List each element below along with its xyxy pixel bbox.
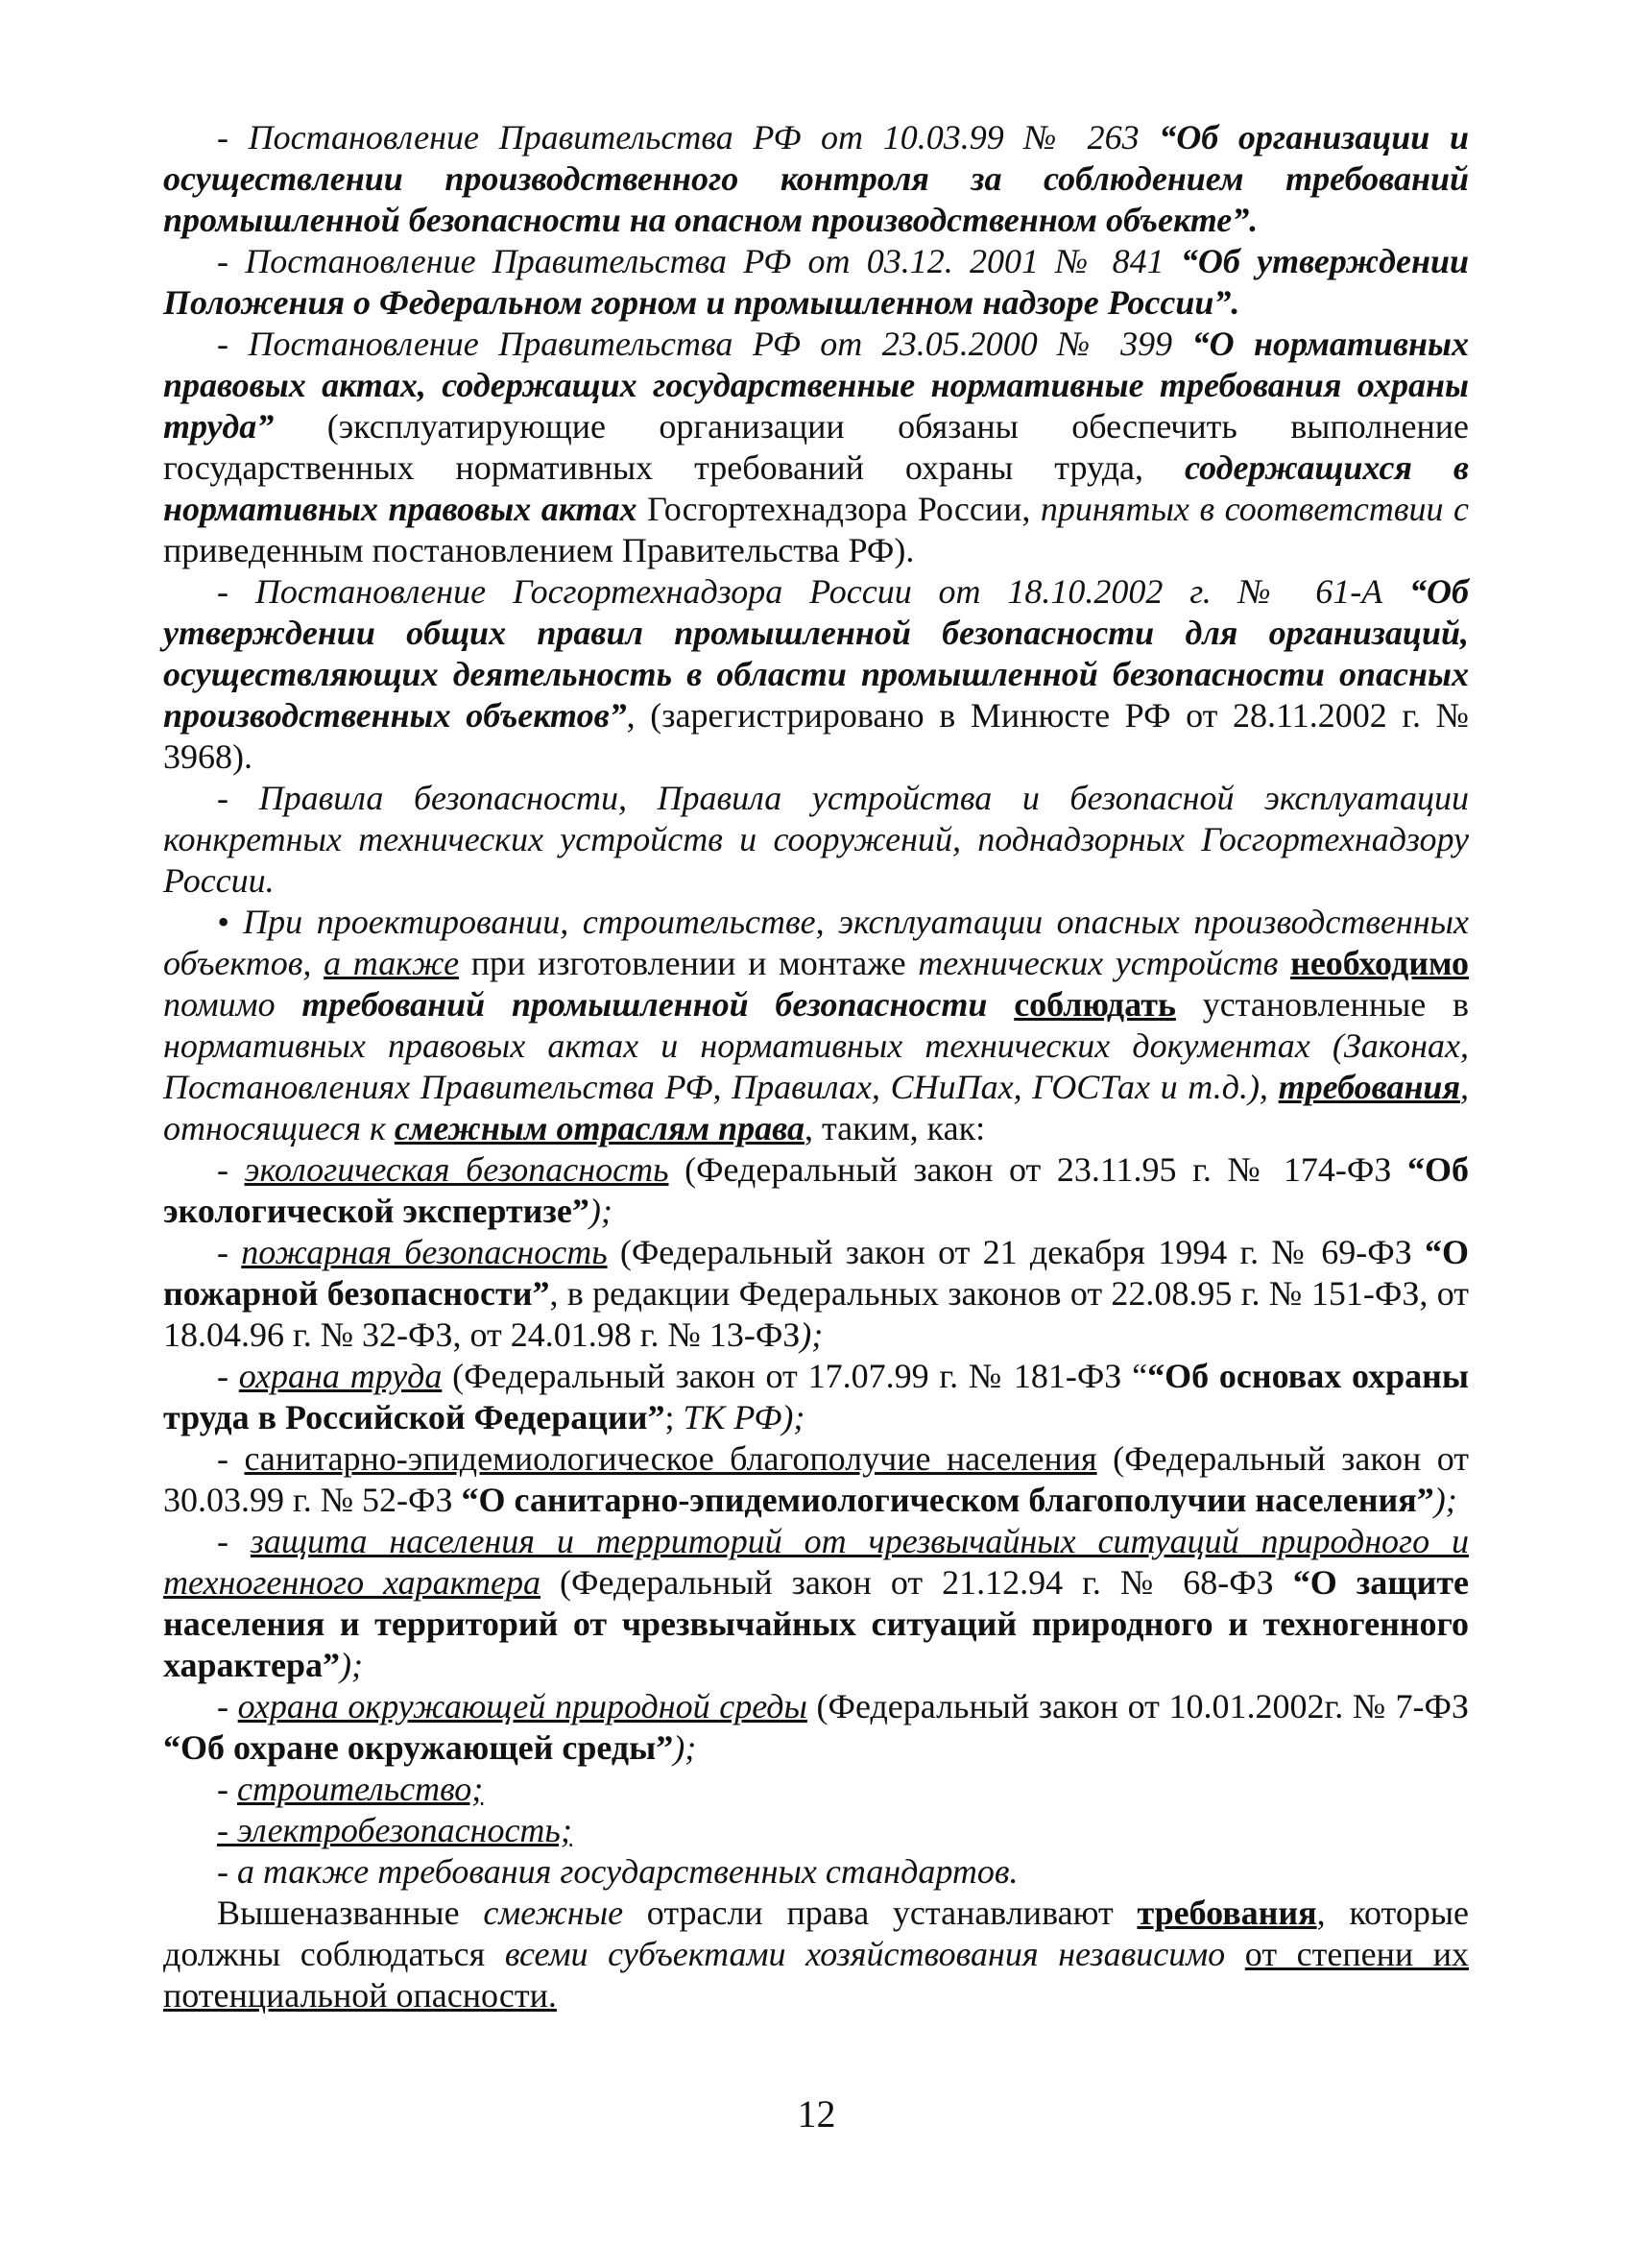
text-run: соблюдать	[1014, 985, 1176, 1024]
text-run: требования	[1278, 1068, 1460, 1106]
text-run: пожарная безопасность	[241, 1233, 608, 1271]
paragraph: - охрана окружающей природной среды (Федеральный закон от 10.01.2002г. № 7-ФЗ “Об охране окружающей среды”);	[163, 1687, 1470, 1767]
text-run: содержащихся в нормативных правовых актах	[163, 448, 1469, 528]
text-run: приведенным постановлением Правительства РФ).	[163, 531, 915, 569]
text-run: - Правила безопасности, Правила устройства и безопасной эксплуатации конкретных технических устройств и сооружений, поднадзорных Госгортехнадзору России.	[163, 779, 1469, 900]
text-run: - а также требования государственных стандартов.	[217, 1852, 1019, 1891]
text-run: (Федеральный закон от 21 декабря 1994 г. № 69-ФЗ	[619, 1233, 1425, 1271]
text-run: а также	[324, 944, 460, 982]
text-run: санитарно-эпидемиологическое благополучие населения	[244, 1439, 1097, 1478]
text-run: (Федеральный закон от 23.11.95 г. № 174-ФЗ	[684, 1150, 1407, 1189]
paragraph: - охрана труда (Федеральный закон от 17.07.99 г. № 181-ФЗ ““Об основах охраны труда в Российской Федерации”; ТК РФ);	[163, 1357, 1469, 1436]
text-run: • При проектировании, строительстве, эксплуатации опасных производственных объектов,	[163, 903, 1469, 982]
text-run: электробезопасность;	[237, 1811, 572, 1849]
text-run: необходимо	[1290, 944, 1470, 982]
document-body	[163, 117, 1469, 2016]
paragraph: - экологическая безопасность (Федеральный закон от 23.11.95 г. № 174-ФЗ “Об экологической экспертизе”);	[163, 1150, 1469, 1230]
paragraph	[163, 241, 1469, 324]
text-run: “Об утверждении общих правил промышленной безопасности для организаций, осуществляющих деятельность в области промышленной безопасности опасных производственных объектов”	[163, 572, 1469, 735]
page-number: 12	[797, 2092, 836, 2135]
text-run: требования	[1137, 1894, 1317, 1932]
paragraph	[163, 324, 1469, 571]
text-run: всеми субъектами хозяйствования независимо	[504, 1935, 1226, 1973]
text-run: ;	[664, 1398, 684, 1436]
text-run: охрана труда	[238, 1357, 443, 1395]
text-run: “Об организации и осуществлении производственного контроля за соблюдением требований промышленной безопасности на опасном производственном объекте”.	[163, 118, 1470, 239]
paragraph	[163, 778, 1469, 902]
text-run: “О санитарно-эпидемиологическом благополучии населения”	[461, 1481, 1434, 1519]
text-run: “О защите населения и территорий от чрезвычайных ситуаций природного и техногенного характера”	[163, 1563, 1470, 1684]
text-run: “О нормативных правовых актах, содержащих государственные нормативные требования охраны труда”	[163, 325, 1469, 446]
paragraph: - строительство;	[217, 1770, 484, 1808]
text-run: охрана окружающей природной среды	[237, 1687, 807, 1725]
text-run: , относящиеся к	[163, 1068, 1469, 1147]
text-run: защита населения и территорий от чрезвычайных ситуаций природного и техногенного характера	[163, 1522, 1469, 1602]
text-run: (Федеральный закон от 10.01.2002г. № 7-ФЗ	[816, 1687, 1470, 1725]
paragraph	[163, 902, 1469, 1149]
text-run: Госгортехнадзора России,	[636, 490, 1041, 528]
text-run: технических устройств	[918, 944, 1279, 982]
text-run: при изготовлении и монтаже	[459, 944, 919, 982]
text-run: помимо	[163, 985, 302, 1024]
paragraph: - санитарно-эпидемиологическое благополучие населения (Федеральный закон от 30.03.99 г. № 52-ФЗ “О санитарно-эпидемиологическом благополучии населения”);	[163, 1439, 1470, 1519]
paragraph	[163, 117, 1469, 241]
text-run: - Постановление Правительства РФ от 03.12. 2001 № 841	[217, 242, 1181, 280]
text-run: );	[673, 1728, 697, 1767]
text-run: смежным отраслям права	[394, 1109, 804, 1147]
text-run: - Постановление Правительства РФ от 10.03.99 № 263	[217, 118, 1160, 157]
paragraph	[163, 1893, 1469, 2016]
paragraph: - пожарная безопасность (Федеральный закон от 21 декабря 1994 г. № 69-ФЗ “О пожарной безопасности”, в редакции Федеральных законов от 22.08.95 г. № 151-ФЗ, от 18.04.96 г. № 32-ФЗ, от 24.01.98 г. № 13-ФЗ);	[163, 1233, 1470, 1354]
text-run: “Об утверждении Положения о Федеральном горном и промышленном надзоре России”.	[163, 242, 1469, 322]
text-run: установленные в	[1175, 985, 1469, 1024]
text-run: нормативных правовых актах и нормативных технических документах (Законах, Постановлениях Правительства РФ, Правилах, СНиПах, ГОСТах и т.д.),	[163, 1026, 1469, 1106]
text-run: , в редакции Федеральных законов от 22.08.95 г. № 151-ФЗ, от 18.04.96 г. № 32-ФЗ, от 24.01.98 г. № 13-ФЗ	[163, 1274, 1469, 1354]
text-run: - Постановление Правительства РФ от 23.05.2000 № 399	[217, 325, 1192, 363]
paragraph: - защита населения и территорий от чрезвычайных ситуаций природного и техногенного характера (Федеральный закон от 21.12.94 г. № 68-ФЗ “О защите населения и территорий от чрезвычайных ситуаций природного и техногенного характера”);	[163, 1522, 1470, 1684]
text-run: Вышеназванные	[217, 1894, 484, 1932]
text-run: “Об экологической экспертизе”	[163, 1150, 1469, 1230]
text-run: (Федеральный закон от 17.07.99 г. № 181-ФЗ “	[452, 1357, 1148, 1395]
text-run: требований промышленной безопасности	[301, 985, 988, 1024]
text-run: (эксплуатирующие организации обязаны обеспечить выполнение государственных нормативных требований охраны труда,	[163, 407, 1469, 487]
text-run: отрасли права устанавливают	[623, 1894, 1138, 1932]
text-run: “Об основах охраны труда в Российской Федерации”	[163, 1357, 1469, 1436]
text-run: строительство;	[237, 1770, 484, 1808]
text-run: смежные	[483, 1894, 624, 1932]
text-run: “О пожарной безопасности”	[163, 1233, 1470, 1313]
text-run: );	[800, 1315, 824, 1354]
text-run: );	[588, 1192, 612, 1230]
paragraph	[163, 1851, 1469, 1893]
text-run: );	[1433, 1481, 1457, 1519]
text-run: (Федеральный закон от 21.12.94 г. № 68-ФЗ	[560, 1563, 1293, 1602]
text-run: от степени их потенциальной опасности.	[163, 1935, 1469, 2015]
text-run: , (зарегистрировано в Минюсте РФ от 28.11.2002 г. № 3968).	[163, 696, 1469, 776]
text-run: , таким, как:	[804, 1109, 986, 1147]
text-run: экологическая безопасность	[244, 1150, 669, 1189]
text-run: ТК РФ);	[683, 1398, 805, 1436]
text-run: );	[339, 1646, 363, 1684]
text-run: принятых в соответствии с	[1040, 490, 1470, 528]
text-run: (Федеральный закон от 30.03.99 г. № 52-ФЗ	[163, 1439, 1470, 1519]
text-run: “Об охране окружающей среды”	[163, 1728, 674, 1767]
paragraph: - электробезопасность;	[217, 1811, 572, 1849]
text-run: , которые должны соблюдаться	[163, 1894, 1469, 1973]
paragraph	[163, 571, 1469, 778]
text-run: - Постановление Госгортехнадзора России от 18.10.2002 г. № 61-А	[217, 572, 1410, 611]
